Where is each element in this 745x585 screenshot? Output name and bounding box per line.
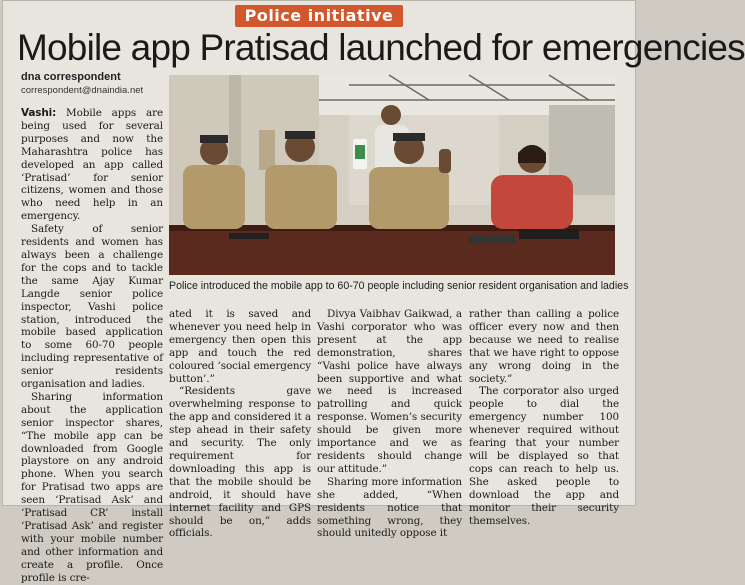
photo-caption: Police introduced the mobile app to 60-70 people including senior resident organisation and ladies bbox=[169, 280, 629, 292]
paragraph: Sharing more information she added, “When residents notice that something wrong, they should unitedly oppose it bbox=[317, 475, 462, 540]
kicker-row bbox=[3, 5, 635, 27]
paragraph: Divya Vaibhav Gaikwad, a Vashi corporator who was present at the app demonstration, shares “Vashi police have always been supportive and what we need is increased patrolling and quick response. Women’s security should be given more importance and we as residents should change our attitude.” bbox=[317, 308, 462, 475]
byline-email: correspondent@dnaindia.net bbox=[21, 85, 144, 96]
news-photo bbox=[169, 75, 615, 275]
article-column-2 bbox=[169, 308, 311, 540]
headline: Mobile app Pratisad launched for emergencies bbox=[17, 27, 745, 68]
article-column-1 bbox=[21, 107, 163, 585]
paragraph: “Residents gave overwhelming response to the app and considered it a step ahead in their safety and security. The only requirement for downloading this app is that the mobile should be android, it should have internet facility and GPS should be on,” adds officials. bbox=[169, 385, 311, 540]
article-column-4 bbox=[469, 308, 619, 527]
lead-text: Mobile apps are being used for several purposes and now the Maharashtra police has developed an app called ‘Pratisad’ for senior citizens, women and those who need help in an emergency. bbox=[21, 107, 163, 223]
paragraph: ated it is saved and whenever you need help in emergency then open this app and touch the red coloured ‘social emergency button’.” bbox=[169, 308, 311, 385]
byline-author: dna correspondent bbox=[21, 71, 121, 83]
paragraph: The corporator also urged people to dial the emergency number 100 whenever required without fearing that your number will be displayed so that cops can reach to help us. She asked people to download the app and monitor their security themselves. bbox=[469, 385, 619, 527]
dateline: Vashi: bbox=[21, 107, 57, 119]
section-kicker: Police initiative bbox=[235, 5, 404, 27]
lead-paragraph bbox=[21, 107, 163, 223]
article-column-3 bbox=[317, 308, 462, 540]
paragraph: Sharing information about the application senior inspector shares, “The mobile app can be downloaded from Google playstore on any android phone. When you search for Pratisad two apps are seen ‘Pratisad Ask’ and ‘Pratisad CR’ install ‘Pratisad Ask’ and register with your mobile number and other information and create a profile. Once profile is cre- bbox=[21, 390, 163, 584]
photo-illustration bbox=[169, 75, 615, 275]
paragraph: rather than calling a police officer every now and then because we need to realise that we have right to oppose any wrong doing in the society.” bbox=[469, 308, 619, 385]
newspaper-clipping bbox=[2, 0, 745, 584]
paragraph: Safety of senior residents and women has always been a challenge for the cops and to tackle the same Ajay Kumar Langde senior police inspector, Vashi police station, introduced the mobile based application to some 60-70 people including representative of senior residents organisation and ladies. bbox=[21, 223, 163, 391]
